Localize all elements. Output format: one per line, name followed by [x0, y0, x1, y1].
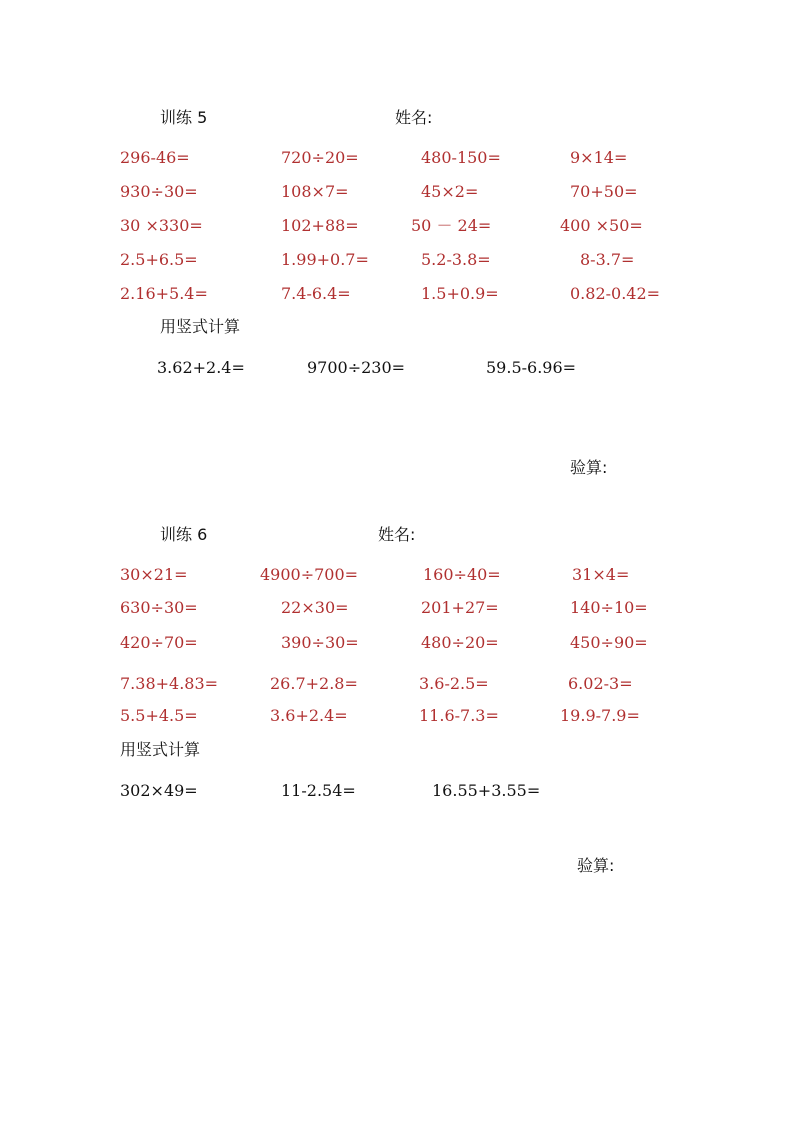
- exercise-item: 450÷90=: [570, 633, 648, 652]
- exercise-item: 930÷30=: [120, 182, 198, 201]
- vertical-exercise: 302×49=: [120, 781, 198, 800]
- exercise-item: 0.82-0.42=: [570, 284, 661, 303]
- exercise-item: 19.9-7.9=: [560, 706, 640, 725]
- exercise-item: 50 － 24=: [411, 216, 492, 235]
- exercise-item: 108×7=: [281, 182, 349, 201]
- vertical-exercise: 11-2.54=: [281, 781, 356, 800]
- exercise-item: 4900÷700=: [260, 565, 359, 584]
- exercise-item: 31×4=: [572, 565, 630, 584]
- exercise-item: 630÷30=: [120, 598, 198, 617]
- section6-name-label: 姓名:: [378, 525, 416, 544]
- vertical-calc-label: 用竖式计算: [120, 740, 201, 759]
- check-label: 验算:: [577, 856, 615, 875]
- exercise-item: 22×30=: [281, 598, 349, 617]
- exercise-item: 2.5+6.5=: [120, 250, 198, 269]
- check-label: 验算:: [570, 458, 608, 477]
- exercise-item: 8-3.7=: [580, 250, 635, 269]
- exercise-item: 7.4-6.4=: [281, 284, 351, 303]
- exercise-item: 3.6+2.4=: [270, 706, 348, 725]
- exercise-item: 5.2-3.8=: [421, 250, 491, 269]
- exercise-item: 390÷30=: [281, 633, 359, 652]
- vertical-exercise: 59.5-6.96=: [486, 358, 577, 377]
- exercise-item: 30 ×330=: [120, 216, 203, 235]
- vertical-exercise: 9700÷230=: [307, 358, 406, 377]
- exercise-item: 6.02-3=: [568, 674, 633, 693]
- exercise-item: 140÷10=: [570, 598, 648, 617]
- exercise-item: 160÷40=: [423, 565, 501, 584]
- exercise-item: 30×21=: [120, 565, 188, 584]
- exercise-item: 2.16+5.4=: [120, 284, 208, 303]
- section6-title: 训练 6: [160, 525, 208, 544]
- exercise-item: 26.7+2.8=: [270, 674, 358, 693]
- exercise-item: 1.5+0.9=: [421, 284, 499, 303]
- exercise-item: 296-46=: [120, 148, 190, 167]
- exercise-item: 102+88=: [281, 216, 359, 235]
- exercise-item: 3.6-2.5=: [419, 674, 489, 693]
- section5-name-label: 姓名:: [395, 108, 433, 127]
- section5-title: 训练 5: [160, 108, 208, 127]
- exercise-item: 480-150=: [421, 148, 501, 167]
- vertical-exercise: 3.62+2.4=: [157, 358, 245, 377]
- exercise-item: 720÷20=: [281, 148, 359, 167]
- vertical-exercise: 16.55+3.55=: [432, 781, 541, 800]
- exercise-item: 9×14=: [570, 148, 628, 167]
- exercise-item: 11.6-7.3=: [419, 706, 499, 725]
- exercise-item: 7.38+4.83=: [120, 674, 219, 693]
- exercise-item: 70+50=: [570, 182, 638, 201]
- exercise-item: 400 ×50=: [560, 216, 643, 235]
- exercise-item: 5.5+4.5=: [120, 706, 198, 725]
- exercise-item: 1.99+0.7=: [281, 250, 369, 269]
- exercise-item: 45×2=: [421, 182, 479, 201]
- exercise-item: 480÷20=: [421, 633, 499, 652]
- exercise-item: 201+27=: [421, 598, 499, 617]
- vertical-calc-label: 用竖式计算: [160, 317, 241, 336]
- exercise-item: 420÷70=: [120, 633, 198, 652]
